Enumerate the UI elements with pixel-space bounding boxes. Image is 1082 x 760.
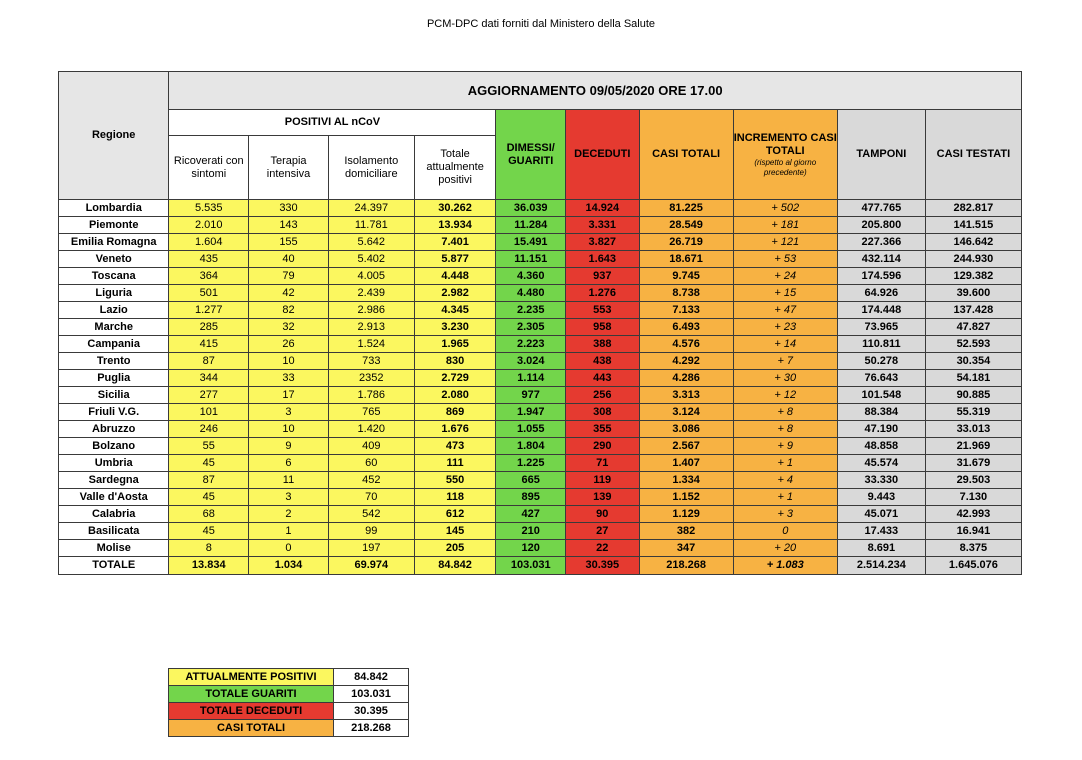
incremento-cell: + 502 (733, 200, 837, 217)
casi-totali-cell: 1.152 (639, 489, 733, 506)
tamponi-cell: 45.574 (837, 455, 925, 472)
region-name: Bolzano (59, 438, 169, 455)
tamponi-cell: 48.858 (837, 438, 925, 455)
totale-positivi-cell: 111 (414, 455, 496, 472)
tamponi-cell: 50.278 (837, 353, 925, 370)
table-row (59, 234, 1022, 251)
terapia-cell: 42 (249, 285, 329, 302)
summary-row (169, 669, 409, 686)
incremento-cell: + 15 (733, 285, 837, 302)
table-row (59, 387, 1022, 404)
terapia-cell: 82 (249, 302, 329, 319)
totale-positivi-cell: 3.230 (414, 319, 496, 336)
incremento-cell: + 24 (733, 268, 837, 285)
deceduti-cell: 553 (565, 302, 639, 319)
casi-totali-cell: 3.124 (639, 404, 733, 421)
casi-totali-cell: 218.268 (639, 557, 733, 575)
dimessi-cell: 120 (496, 540, 566, 557)
region-name: Friuli V.G. (59, 404, 169, 421)
totale-positivi-cell: 7.401 (414, 234, 496, 251)
totale-positivi-cell: 473 (414, 438, 496, 455)
ricoverati-cell: 501 (169, 285, 249, 302)
summary-label: CASI TOTALI (169, 720, 334, 737)
incremento-cell: + 1 (733, 489, 837, 506)
casi-totali-cell: 3.086 (639, 421, 733, 438)
terapia-cell: 10 (249, 421, 329, 438)
dimessi-cell: 11.151 (496, 251, 566, 268)
tamponi-cell: 73.965 (837, 319, 925, 336)
table-row (59, 336, 1022, 353)
incremento-cell: + 9 (733, 438, 837, 455)
region-name: Piemonte (59, 217, 169, 234)
casi-totali-cell: 1.334 (639, 472, 733, 489)
tamponi-cell: 64.926 (837, 285, 925, 302)
casi-totali-cell: 7.133 (639, 302, 733, 319)
casi-totali-cell: 18.671 (639, 251, 733, 268)
region-name: Calabria (59, 506, 169, 523)
dimessi-cell: 4.480 (496, 285, 566, 302)
summary-label: ATTUALMENTE POSITIVI (169, 669, 334, 686)
tamponi-cell: 8.691 (837, 540, 925, 557)
casi-testati-cell: 16.941 (925, 523, 1021, 540)
deceduti-cell: 1.276 (565, 285, 639, 302)
covid-regional-table (58, 71, 1022, 575)
ricoverati-cell: 2.010 (169, 217, 249, 234)
deceduti-cell: 290 (565, 438, 639, 455)
ricoverati-cell: 246 (169, 421, 249, 438)
totale-positivi-cell: 13.934 (414, 217, 496, 234)
casi-testati-header: CASI TESTATI (925, 110, 1021, 200)
region-name: Sardegna (59, 472, 169, 489)
tamponi-cell: 45.071 (837, 506, 925, 523)
tamponi-cell: 174.448 (837, 302, 925, 319)
region-name: Veneto (59, 251, 169, 268)
casi-totali-cell: 1.129 (639, 506, 733, 523)
totale-positivi-cell: 612 (414, 506, 496, 523)
isolamento-cell: 197 (328, 540, 414, 557)
ricoverati-cell: 55 (169, 438, 249, 455)
ricoverati-cell: 68 (169, 506, 249, 523)
table-row (59, 251, 1022, 268)
casi-testati-cell: 52.593 (925, 336, 1021, 353)
totale-positivi-cell: 2.982 (414, 285, 496, 302)
dimessi-cell: 2.305 (496, 319, 566, 336)
casi-testati-cell: 31.679 (925, 455, 1021, 472)
dimessi-cell: 1.114 (496, 370, 566, 387)
terapia-cell: 2 (249, 506, 329, 523)
deceduti-cell: 30.395 (565, 557, 639, 575)
deceduti-cell: 71 (565, 455, 639, 472)
summary-row (169, 686, 409, 703)
table-body (59, 200, 1022, 575)
casi-testati-cell: 7.130 (925, 489, 1021, 506)
totale-positivi-cell: 830 (414, 353, 496, 370)
incremento-cell: + 121 (733, 234, 837, 251)
terapia-cell: 3 (249, 404, 329, 421)
incremento-cell: + 20 (733, 540, 837, 557)
tamponi-cell: 205.800 (837, 217, 925, 234)
casi-testati-cell: 90.885 (925, 387, 1021, 404)
table-row (59, 404, 1022, 421)
terapia-cell: 330 (249, 200, 329, 217)
casi-totali-cell: 4.576 (639, 336, 733, 353)
totale-positivi-cell: 84.842 (414, 557, 496, 575)
isolamento-cell: 452 (328, 472, 414, 489)
ricoverati-cell: 101 (169, 404, 249, 421)
deceduti-cell: 256 (565, 387, 639, 404)
terapia-cell: 40 (249, 251, 329, 268)
region-name: Trento (59, 353, 169, 370)
tamponi-cell: 33.330 (837, 472, 925, 489)
summary-value: 103.031 (334, 686, 409, 703)
isolamento-header: Isolamento domiciliare (328, 136, 414, 200)
terapia-cell: 17 (249, 387, 329, 404)
totale-positivi-cell: 145 (414, 523, 496, 540)
incremento-cell: + 53 (733, 251, 837, 268)
tamponi-header: TAMPONI (837, 110, 925, 200)
dimessi-cell: 1.947 (496, 404, 566, 421)
ricoverati-cell: 435 (169, 251, 249, 268)
totale-positivi-cell: 2.729 (414, 370, 496, 387)
tamponi-cell: 9.443 (837, 489, 925, 506)
ricoverati-cell: 45 (169, 455, 249, 472)
incremento-title: INCREMENTO CASI TOTALI (733, 131, 837, 157)
summary-value: 218.268 (334, 720, 409, 737)
totale-positivi-cell: 869 (414, 404, 496, 421)
totale-positivi-cell: 30.262 (414, 200, 496, 217)
incremento-cell: + 3 (733, 506, 837, 523)
totale-positivi-cell: 1.965 (414, 336, 496, 353)
table-row (59, 523, 1022, 540)
ricoverati-cell: 5.535 (169, 200, 249, 217)
region-name: Lazio (59, 302, 169, 319)
casi-testati-cell: 21.969 (925, 438, 1021, 455)
ricoverati-cell: 285 (169, 319, 249, 336)
incremento-cell: + 47 (733, 302, 837, 319)
region-name: Sicilia (59, 387, 169, 404)
dimessi-cell: 2.235 (496, 302, 566, 319)
ricoverati-cell: 364 (169, 268, 249, 285)
terapia-cell: 9 (249, 438, 329, 455)
terapia-cell: 1.034 (249, 557, 329, 575)
casi-totali-cell: 382 (639, 523, 733, 540)
dimessi-cell: 103.031 (496, 557, 566, 575)
ricoverati-cell: 1.604 (169, 234, 249, 251)
casi-testati-cell: 137.428 (925, 302, 1021, 319)
incremento-cell: + 14 (733, 336, 837, 353)
ricoverati-cell: 277 (169, 387, 249, 404)
region-name: Valle d'Aosta (59, 489, 169, 506)
deceduti-cell: 90 (565, 506, 639, 523)
incremento-note: (rispetto al giorno precedente) (754, 157, 817, 177)
dimessi-cell: 2.223 (496, 336, 566, 353)
terapia-cell: 6 (249, 455, 329, 472)
region-name: TOTALE (59, 557, 169, 575)
tamponi-cell: 432.114 (837, 251, 925, 268)
incremento-cell: + 1 (733, 455, 837, 472)
deceduti-cell: 937 (565, 268, 639, 285)
dimessi-cell: 210 (496, 523, 566, 540)
terapia-cell: 0 (249, 540, 329, 557)
deceduti-cell: 3.827 (565, 234, 639, 251)
deceduti-cell: 958 (565, 319, 639, 336)
casi-testati-cell: 55.319 (925, 404, 1021, 421)
tamponi-cell: 76.643 (837, 370, 925, 387)
isolamento-cell: 542 (328, 506, 414, 523)
summary-label: TOTALE DECEDUTI (169, 703, 334, 720)
casi-totali-cell: 6.493 (639, 319, 733, 336)
summary-label: TOTALE GUARITI (169, 686, 334, 703)
incremento-cell: + 12 (733, 387, 837, 404)
ricoverati-cell: 13.834 (169, 557, 249, 575)
terapia-cell: 10 (249, 353, 329, 370)
ricoverati-cell: 8 (169, 540, 249, 557)
totale-positivi-cell: 1.676 (414, 421, 496, 438)
total-row (59, 557, 1022, 575)
isolamento-cell: 2.439 (328, 285, 414, 302)
totale-positivi-cell: 2.080 (414, 387, 496, 404)
incremento-cell: + 30 (733, 370, 837, 387)
dimessi-cell: 4.360 (496, 268, 566, 285)
table-row (59, 540, 1022, 557)
isolamento-cell: 733 (328, 353, 414, 370)
table-row (59, 455, 1022, 472)
summary-table (168, 668, 409, 737)
table-row (59, 268, 1022, 285)
region-name: Liguria (59, 285, 169, 302)
dimessi-cell: 895 (496, 489, 566, 506)
ricoverati-cell: 87 (169, 353, 249, 370)
region-name: Puglia (59, 370, 169, 387)
casi-testati-cell: 33.013 (925, 421, 1021, 438)
dimessi-cell: 36.039 (496, 200, 566, 217)
table-row (59, 285, 1022, 302)
tamponi-cell: 477.765 (837, 200, 925, 217)
ricoverati-cell: 87 (169, 472, 249, 489)
summary-row (169, 703, 409, 720)
isolamento-cell: 99 (328, 523, 414, 540)
terapia-cell: 32 (249, 319, 329, 336)
region-name: Campania (59, 336, 169, 353)
table-row (59, 200, 1022, 217)
casi-testati-cell: 244.930 (925, 251, 1021, 268)
region-name: Marche (59, 319, 169, 336)
isolamento-cell: 2.913 (328, 319, 414, 336)
ricoverati-cell: 415 (169, 336, 249, 353)
casi-totali-cell: 1.407 (639, 455, 733, 472)
table-row (59, 489, 1022, 506)
casi-totali-cell: 8.738 (639, 285, 733, 302)
deceduti-cell: 438 (565, 353, 639, 370)
region-column-header: Regione (59, 72, 169, 200)
terapia-cell: 1 (249, 523, 329, 540)
casi-testati-cell: 47.827 (925, 319, 1021, 336)
casi-testati-cell: 54.181 (925, 370, 1021, 387)
dimessi-cell: 977 (496, 387, 566, 404)
casi-totali-cell: 26.719 (639, 234, 733, 251)
page-title: PCM-DPC dati forniti dal Ministero della Salute (426, 18, 656, 30)
totale-positivi-cell: 4.448 (414, 268, 496, 285)
table-row (59, 319, 1022, 336)
isolamento-cell: 24.397 (328, 200, 414, 217)
region-name: Toscana (59, 268, 169, 285)
incremento-cell: + 7 (733, 353, 837, 370)
incremento-cell: 0 (733, 523, 837, 540)
region-name: Lombardia (59, 200, 169, 217)
casi-totali-cell: 4.286 (639, 370, 733, 387)
terapia-header: Terapia intensiva (249, 136, 329, 200)
terapia-cell: 79 (249, 268, 329, 285)
totale-positivi-cell: 118 (414, 489, 496, 506)
table-row (59, 506, 1022, 523)
dimessi-cell: 3.024 (496, 353, 566, 370)
dimessi-cell: 1.055 (496, 421, 566, 438)
tamponi-cell: 227.366 (837, 234, 925, 251)
ricoverati-cell: 1.277 (169, 302, 249, 319)
isolamento-cell: 765 (328, 404, 414, 421)
table-row (59, 370, 1022, 387)
summary-row (169, 720, 409, 737)
region-name: Abruzzo (59, 421, 169, 438)
casi-testati-cell: 129.382 (925, 268, 1021, 285)
deceduti-cell: 388 (565, 336, 639, 353)
update-banner: AGGIORNAMENTO 09/05/2020 ORE 17.00 (169, 72, 1022, 110)
dimessi-cell: 11.284 (496, 217, 566, 234)
deceduti-cell: 139 (565, 489, 639, 506)
casi-testati-cell: 42.993 (925, 506, 1021, 523)
table-row (59, 302, 1022, 319)
tamponi-cell: 88.384 (837, 404, 925, 421)
isolamento-cell: 1.420 (328, 421, 414, 438)
incremento-cell: + 1.083 (733, 557, 837, 575)
ricoverati-cell: 45 (169, 489, 249, 506)
casi-totali-cell: 4.292 (639, 353, 733, 370)
totale-positivi-cell: 4.345 (414, 302, 496, 319)
casi-testati-cell: 29.503 (925, 472, 1021, 489)
dimessi-header: DIMESSI/ GUARITI (496, 110, 566, 200)
deceduti-cell: 14.924 (565, 200, 639, 217)
isolamento-cell: 409 (328, 438, 414, 455)
isolamento-cell: 70 (328, 489, 414, 506)
isolamento-cell: 5.402 (328, 251, 414, 268)
isolamento-cell: 60 (328, 455, 414, 472)
table-row (59, 472, 1022, 489)
totale-positivi-header: Totale attualmente positivi (414, 136, 496, 200)
deceduti-cell: 308 (565, 404, 639, 421)
region-name: Umbria (59, 455, 169, 472)
incremento-header (733, 110, 837, 200)
deceduti-cell: 1.643 (565, 251, 639, 268)
terapia-cell: 11 (249, 472, 329, 489)
summary-body (169, 669, 409, 737)
table-row (59, 353, 1022, 370)
isolamento-cell: 2.986 (328, 302, 414, 319)
casi-totali-header: CASI TOTALI (639, 110, 733, 200)
isolamento-cell: 2352 (328, 370, 414, 387)
dimessi-cell: 1.225 (496, 455, 566, 472)
casi-testati-cell: 1.645.076 (925, 557, 1021, 575)
tamponi-cell: 174.596 (837, 268, 925, 285)
ricoverati-cell: 45 (169, 523, 249, 540)
tamponi-cell: 110.811 (837, 336, 925, 353)
isolamento-cell: 5.642 (328, 234, 414, 251)
totale-positivi-cell: 5.877 (414, 251, 496, 268)
casi-totali-cell: 28.549 (639, 217, 733, 234)
tamponi-cell: 47.190 (837, 421, 925, 438)
casi-testati-cell: 282.817 (925, 200, 1021, 217)
terapia-cell: 3 (249, 489, 329, 506)
table-row (59, 438, 1022, 455)
casi-totali-cell: 347 (639, 540, 733, 557)
totale-positivi-cell: 550 (414, 472, 496, 489)
casi-totali-cell: 9.745 (639, 268, 733, 285)
region-name: Basilicata (59, 523, 169, 540)
summary-value: 84.842 (334, 669, 409, 686)
terapia-cell: 155 (249, 234, 329, 251)
isolamento-cell: 11.781 (328, 217, 414, 234)
region-name: Emilia Romagna (59, 234, 169, 251)
deceduti-cell: 3.331 (565, 217, 639, 234)
positive-group-header: POSITIVI AL nCoV (169, 110, 496, 136)
ricoverati-cell: 344 (169, 370, 249, 387)
dimessi-cell: 15.491 (496, 234, 566, 251)
isolamento-cell: 1.524 (328, 336, 414, 353)
dimessi-cell: 1.804 (496, 438, 566, 455)
terapia-cell: 143 (249, 217, 329, 234)
casi-totali-cell: 3.313 (639, 387, 733, 404)
casi-testati-cell: 8.375 (925, 540, 1021, 557)
tamponi-cell: 17.433 (837, 523, 925, 540)
casi-totali-cell: 81.225 (639, 200, 733, 217)
casi-testati-cell: 39.600 (925, 285, 1021, 302)
dimessi-cell: 665 (496, 472, 566, 489)
deceduti-cell: 355 (565, 421, 639, 438)
isolamento-cell: 69.974 (328, 557, 414, 575)
ricoverati-header: Ricoverati con sintomi (169, 136, 249, 200)
incremento-cell: + 8 (733, 421, 837, 438)
casi-totali-cell: 2.567 (639, 438, 733, 455)
incremento-cell: + 23 (733, 319, 837, 336)
terapia-cell: 26 (249, 336, 329, 353)
deceduti-cell: 22 (565, 540, 639, 557)
incremento-cell: + 4 (733, 472, 837, 489)
isolamento-cell: 1.786 (328, 387, 414, 404)
deceduti-cell: 27 (565, 523, 639, 540)
tamponi-cell: 2.514.234 (837, 557, 925, 575)
tamponi-cell: 101.548 (837, 387, 925, 404)
deceduti-header: DECEDUTI (565, 110, 639, 200)
deceduti-cell: 119 (565, 472, 639, 489)
table-row (59, 217, 1022, 234)
deceduti-cell: 443 (565, 370, 639, 387)
region-name: Molise (59, 540, 169, 557)
table-row (59, 421, 1022, 438)
incremento-cell: + 8 (733, 404, 837, 421)
totale-positivi-cell: 205 (414, 540, 496, 557)
summary-value: 30.395 (334, 703, 409, 720)
casi-testati-cell: 30.354 (925, 353, 1021, 370)
incremento-cell: + 181 (733, 217, 837, 234)
casi-testati-cell: 146.642 (925, 234, 1021, 251)
casi-testati-cell: 141.515 (925, 217, 1021, 234)
isolamento-cell: 4.005 (328, 268, 414, 285)
dimessi-cell: 427 (496, 506, 566, 523)
terapia-cell: 33 (249, 370, 329, 387)
